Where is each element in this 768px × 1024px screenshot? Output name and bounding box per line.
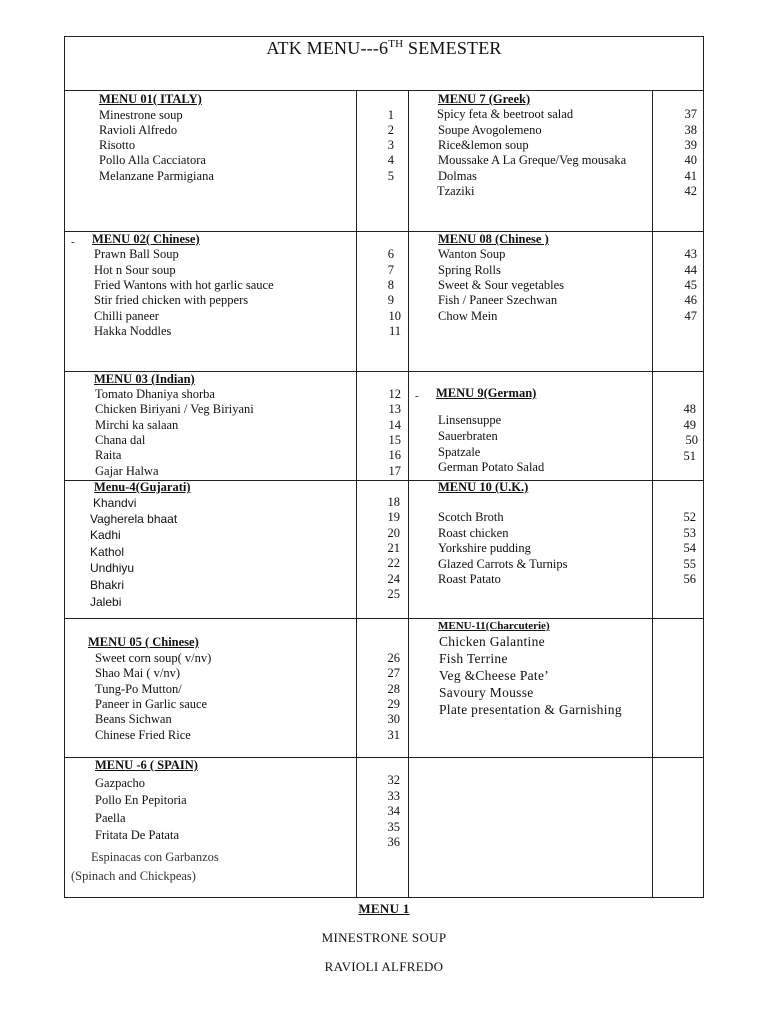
- menu-02-item: Fried Wantons with hot garlic sauce: [94, 278, 274, 292]
- menu-07-number: 42: [684, 184, 697, 198]
- menu-02-number: 6: [387, 247, 394, 261]
- menu-02-number: 11: [388, 324, 401, 338]
- menu-03-number: 15: [388, 433, 401, 447]
- menu-11-item: Fish Terrine: [439, 651, 508, 666]
- menu-07-number: 38: [684, 123, 697, 137]
- menu-09-number: 49: [683, 418, 696, 432]
- menu-03-item: Chicken Biriyani / Veg Biriyani: [95, 402, 254, 416]
- menu-05-heading: MENU 05 ( Chinese): [88, 635, 199, 649]
- menu-04-item: Jalebi: [90, 595, 122, 609]
- menu-04-number: 21: [387, 541, 400, 555]
- menu-07-item: Moussake A La Greque/Veg mousaka: [438, 153, 627, 167]
- menu-04-number: 19: [387, 510, 400, 524]
- menu-08-heading: MENU 08 (Chinese ): [438, 232, 549, 246]
- menu-03-item: Tomato Dhaniya shorba: [95, 387, 215, 401]
- menu-01-item: Pollo Alla Cacciatora: [99, 153, 206, 167]
- menu-08-item: Chow Mein: [438, 309, 498, 323]
- menu-07-number: 37: [684, 107, 697, 121]
- menu-01-number: 1: [387, 108, 394, 122]
- menu-09-item: Linsensuppe: [438, 413, 502, 427]
- menu-07-number: 41: [684, 169, 697, 183]
- menu-09-item: German Potato Salad: [438, 460, 545, 474]
- menu-03-number: 13: [388, 402, 401, 416]
- menu-04-number: 24: [387, 572, 400, 586]
- menu-03-item: Chana dal: [95, 433, 146, 447]
- title-divider: [64, 90, 704, 91]
- menu-05-number: 31: [387, 728, 400, 742]
- menu-06-number: 36: [387, 835, 400, 849]
- menu-07-number: 40: [684, 153, 697, 167]
- menu-08-number: 45: [684, 278, 697, 292]
- menu-05-number: 28: [387, 682, 400, 696]
- menu-09-heading: MENU 9(German): [436, 386, 537, 400]
- menu-01-item: Risotto: [99, 138, 136, 152]
- menu-11-heading: MENU-11(Charcuterie): [438, 620, 550, 632]
- menu-07-item: Rice&lemon soup: [438, 138, 529, 152]
- menu-10-item: Roast Patato: [438, 572, 501, 586]
- menu-08-item: Wanton Soup: [438, 247, 506, 261]
- menu-06-number: 34: [387, 804, 400, 818]
- menu-08-item: Fish / Paneer Szechwan: [438, 293, 558, 307]
- menu-11-item: Savoury Mousse: [439, 685, 534, 700]
- menu-07-item: Dolmas: [438, 169, 477, 183]
- menu-06-item: Pollo En Pepitoria: [95, 793, 187, 807]
- menu-01-number: 4: [387, 153, 394, 167]
- menu-07-heading: MENU 7 (Greek): [438, 92, 531, 106]
- menu-06-extra-note: (Spinach and Chickpeas): [71, 869, 196, 883]
- menu-10-item: Roast chicken: [438, 526, 509, 540]
- menu-05-number: 26: [387, 651, 400, 665]
- menu-04-item: Kathol: [90, 545, 125, 559]
- menu-08-number: 44: [684, 263, 697, 277]
- menu-10-number: 56: [683, 572, 696, 586]
- menu-10-number: 52: [683, 510, 696, 524]
- menu-01-item: Minestrone soup: [99, 108, 183, 122]
- menu-04-item: Undhiyu: [90, 561, 135, 575]
- menu-04-item: Khandvi: [93, 496, 137, 510]
- menu-05-item: Chinese Fried Rice: [95, 728, 191, 742]
- menu-06-item: Paella: [95, 811, 126, 825]
- menu-07-number: 39: [684, 138, 697, 152]
- page-title: ATK MENU---6TH SEMESTER: [266, 38, 502, 58]
- menu-10-number: 55: [683, 557, 696, 571]
- menu-10-item: Scotch Broth: [438, 510, 504, 524]
- stray-dash-mark: -: [415, 390, 419, 402]
- menu-01-heading: MENU 01( ITALY): [99, 92, 202, 106]
- menu-02-number: 8: [387, 278, 394, 292]
- menu-03-item: Mirchi ka salaan: [95, 418, 179, 432]
- menu-05-number: 27: [387, 666, 400, 680]
- menu-08-number: 46: [684, 293, 697, 307]
- menu-04-item: Kadhi: [90, 528, 121, 542]
- menu-05-item: Shao Mai ( v/nv): [95, 666, 181, 680]
- menu-06-number: 33: [387, 789, 400, 803]
- stray-dash-mark: -: [71, 236, 75, 248]
- menu-06-extra-item: Espinacas con Garbanzos: [91, 850, 219, 864]
- menu-03-number: 16: [388, 448, 401, 462]
- menu-02-item: Chilli paneer: [94, 309, 159, 323]
- menu-09-item: Spatzale: [438, 445, 481, 459]
- menu-11-item: Chicken Galantine: [439, 634, 545, 649]
- row-divider-4: [64, 618, 704, 619]
- footer-heading: MENU 1: [358, 901, 410, 916]
- menu-06-item: Gazpacho: [95, 776, 145, 790]
- menu-06-number: 35: [387, 820, 400, 834]
- menu-06-item: Fritata De Patata: [95, 828, 179, 842]
- menu-03-number: 14: [388, 418, 401, 432]
- footer-line: RAVIOLI ALFREDO: [324, 959, 444, 974]
- menu-03-number: 17: [388, 464, 401, 478]
- menu-01-item: Ravioli Alfredo: [99, 123, 178, 137]
- menu-01-number: 2: [387, 123, 394, 137]
- menu-04-heading: Menu-4(Gujarati): [94, 480, 191, 494]
- menu-04-number: 20: [387, 526, 400, 540]
- col-divider-right-items: [652, 90, 653, 898]
- menu-09-number: 50: [685, 433, 698, 447]
- menu-08-number: 43: [684, 247, 697, 261]
- menu-02-number: 9: [387, 293, 394, 307]
- menu-08-number: 47: [684, 309, 697, 323]
- small-underline-mark: [142, 618, 159, 619]
- menu-04-number: 25: [387, 587, 400, 601]
- menu-07-item: Soupe Avogolemeno: [438, 123, 542, 137]
- menu-10-item: Yorkshire pudding: [438, 541, 531, 555]
- menu-08-item: Spring Rolls: [438, 263, 501, 277]
- menu-02-item: Hot n Sour soup: [94, 263, 176, 277]
- menu-02-item: Stir fried chicken with peppers: [94, 293, 249, 307]
- col-divider-middle: [408, 90, 409, 898]
- menu-02-number: 7: [387, 263, 394, 277]
- menu-05-item: Paneer in Garlic sauce: [95, 697, 208, 711]
- menu-11-item: Veg &Cheese Pate’: [439, 668, 550, 683]
- menu-03-item: Raita: [95, 448, 122, 462]
- menu-10-number: 54: [683, 541, 696, 555]
- menu-03-item: Gajar Halwa: [95, 464, 159, 478]
- menu-09-item: Sauerbraten: [438, 429, 498, 443]
- menu-07-item: Tzaziki: [437, 184, 475, 198]
- menu-02-item: Hakka Noddles: [94, 324, 172, 338]
- menu-01-number: 5: [387, 169, 394, 183]
- menu-06-heading: MENU -6 ( SPAIN): [95, 758, 198, 772]
- menu-10-number: 53: [683, 526, 696, 540]
- menu-10-heading: MENU 10 (U.K.): [438, 480, 529, 494]
- menu-01-number: 3: [387, 138, 394, 152]
- menu-05-item: Sweet corn soup( v/nv): [95, 651, 212, 665]
- menu-02-item: Prawn Ball Soup: [94, 247, 179, 261]
- menu-04-number: 22: [387, 556, 400, 570]
- menu-04-item: Bhakri: [90, 578, 125, 592]
- menu-09-number: 48: [683, 402, 696, 416]
- footer-line: MINESTRONE SOUP: [321, 930, 447, 945]
- menu-05-number: 29: [387, 697, 400, 711]
- menu-10-item: Glazed Carrots & Turnips: [438, 557, 568, 571]
- menu-08-item: Sweet & Sour vegetables: [438, 278, 565, 292]
- menu-05-item: Beans Sichwan: [95, 712, 172, 726]
- menu-04-number: 18: [387, 495, 400, 509]
- col-divider-left-items: [356, 90, 357, 898]
- menu-02-heading: MENU 02( Chinese): [92, 232, 200, 246]
- menu-01-item: Melanzane Parmigiana: [99, 169, 214, 183]
- menu-03-heading: MENU 03 (Indian): [94, 372, 195, 386]
- menu-02-number: 10: [388, 309, 401, 323]
- menu-11-item: Plate presentation & Garnishing: [439, 702, 622, 717]
- menu-07-item: Spicy feta & beetroot salad: [437, 107, 574, 121]
- menu-09-number: 51: [683, 449, 696, 463]
- menu-05-item: Tung-Po Mutton/: [95, 682, 182, 696]
- menu-05-number: 30: [387, 712, 400, 726]
- menu-06-number: 32: [387, 773, 400, 787]
- menu-04-item: Vagherela bhaat: [90, 512, 178, 526]
- menu-03-number: 12: [388, 387, 401, 401]
